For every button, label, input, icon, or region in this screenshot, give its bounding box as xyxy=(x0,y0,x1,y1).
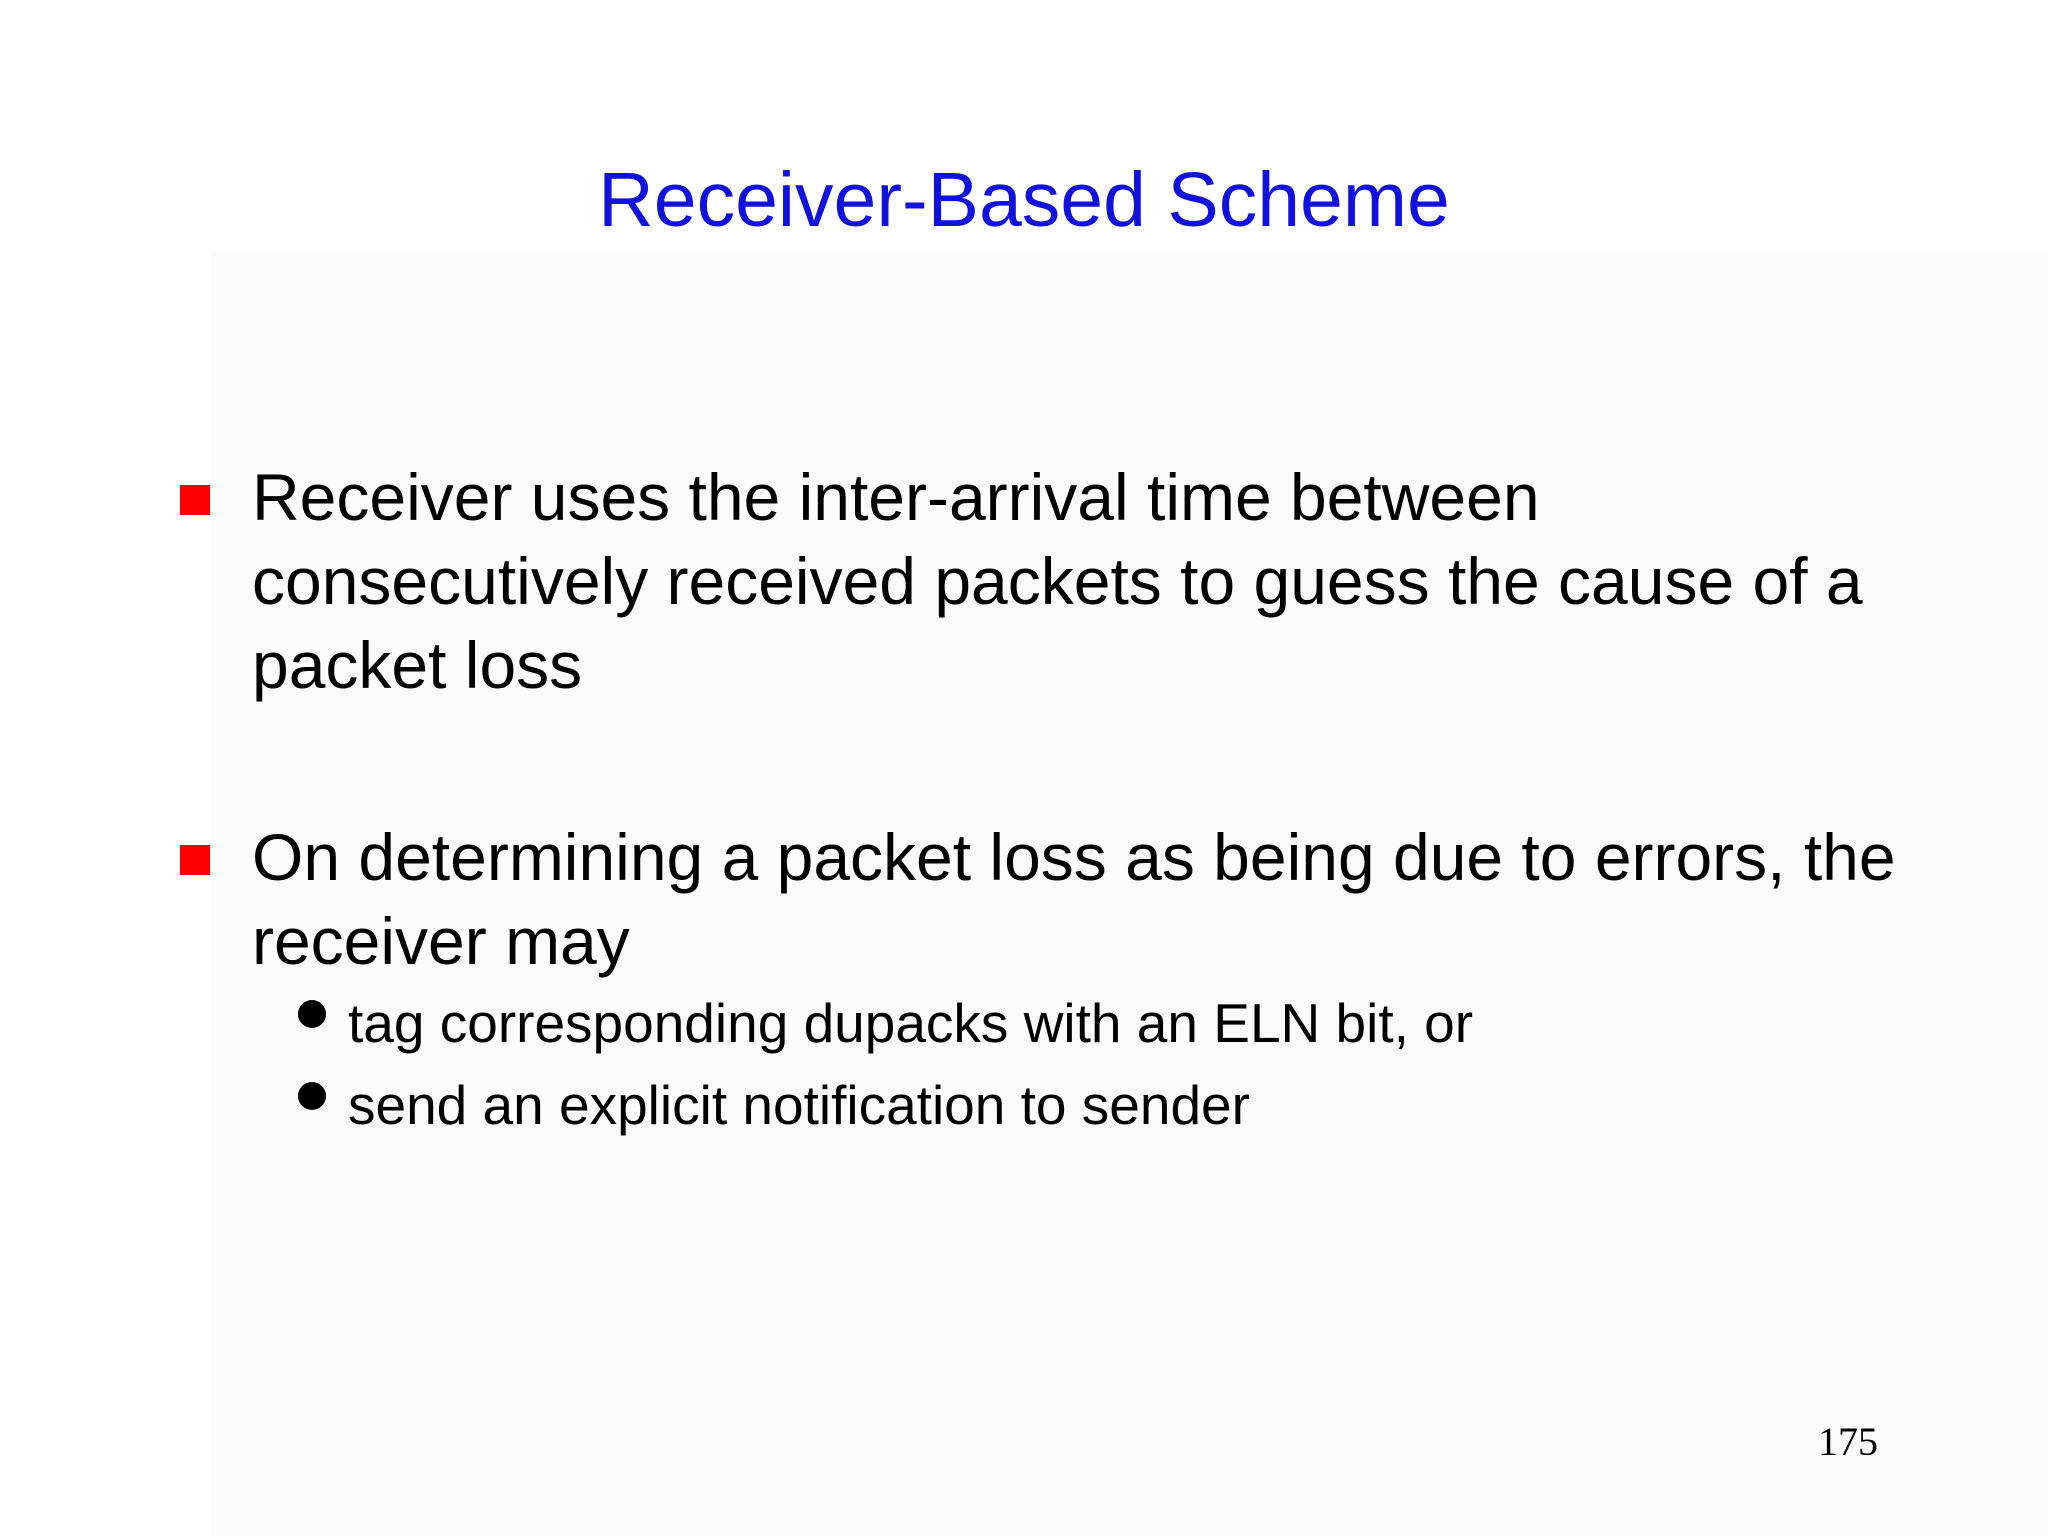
bullet-text: On determining a packet loss as being due to errors, the receiver may xyxy=(252,820,1896,978)
red-square-bullet-icon xyxy=(180,845,210,875)
sub-bullet-list xyxy=(295,988,1695,1152)
sub-bullet-text: send an explicit notification to sender xyxy=(348,1074,1250,1136)
red-square-bullet-icon xyxy=(180,485,210,515)
sub-bullet-text: tag corresponding dupacks with an ELN bit, or xyxy=(348,992,1474,1054)
black-dot-bullet-icon xyxy=(298,1082,326,1110)
bullet-text: Receiver uses the inter-arrival time between consecutively received packets to guess the cause of a packet loss xyxy=(252,460,1863,702)
page-number: 175 xyxy=(1818,1419,1878,1464)
slide-title: Receiver-Based Scheme xyxy=(598,157,1450,243)
sub-bullet-item xyxy=(295,1070,1695,1152)
sub-bullet-item xyxy=(295,988,1695,1070)
black-dot-bullet-icon xyxy=(298,1000,326,1028)
